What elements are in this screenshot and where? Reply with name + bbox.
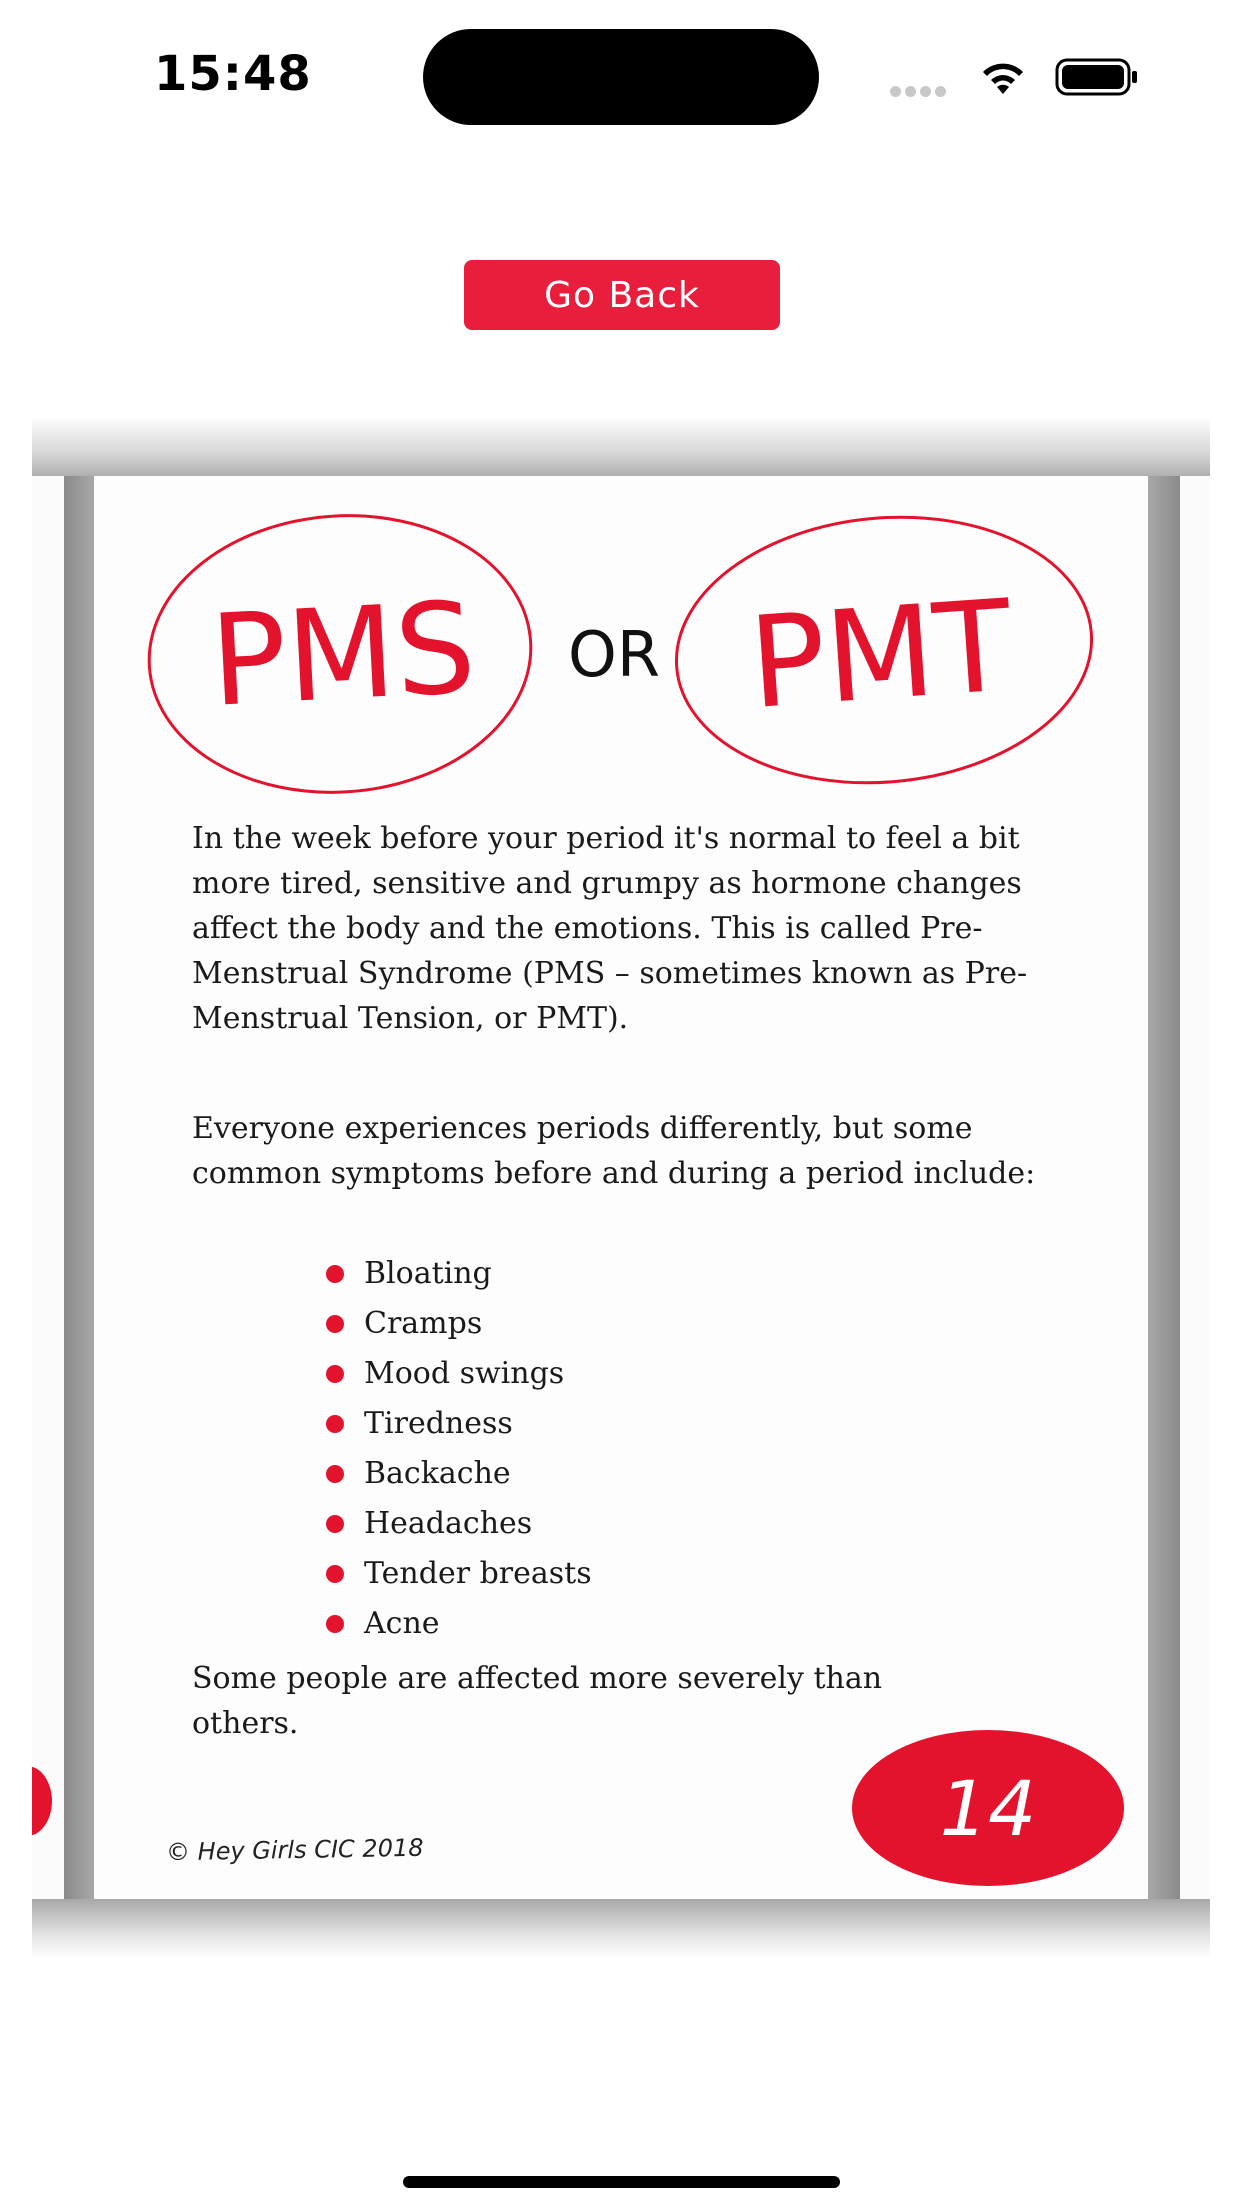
heading-graphic [94, 476, 1148, 806]
home-indicator[interactable] [403, 2176, 840, 2188]
status-time: 15:48 [154, 46, 312, 102]
carousel-shadow-top [32, 416, 1210, 476]
previous-page-peek[interactable] [32, 476, 64, 1899]
closing-paragraph: Some people are affected more severely than others. [192, 1661, 883, 1741]
carousel-shadow-bottom [32, 1899, 1210, 1959]
list-item: Bloating [326, 1249, 592, 1299]
heading-joiner-text: OR [568, 618, 660, 691]
page-carousel[interactable] [32, 416, 1210, 1986]
intro-paragraph: In the week before your period it's normal to feel a bit more tired, sensitive and grumpy as hormone changes affect the body and the emotions. This is called Pre-Menstrual Syndrome (PMS – sometimes known as Pre-Menstrual Tension, or PMT). [192, 821, 1028, 1036]
page-heading [94, 476, 1148, 806]
list-item: Tiredness [326, 1399, 592, 1449]
next-page-peek[interactable] [1180, 476, 1210, 1899]
page-shadow-right [1148, 476, 1180, 1899]
cellular-signal-icon [890, 82, 954, 94]
symptoms-intro-paragraph: Everyone experiences periods differently, but some common symptoms before and during a period include: [192, 1111, 1036, 1191]
list-item: Cramps [326, 1299, 592, 1349]
list-item: Backache [326, 1449, 592, 1499]
heading-left-text: PMS [206, 574, 479, 735]
copyright-text: © Hey Girls CIC 2018 [165, 1833, 424, 1867]
wifi-icon [978, 58, 1028, 98]
go-back-button[interactable]: Go Back [464, 260, 780, 330]
list-item: Tender breasts [326, 1549, 592, 1599]
list-item: Acne [326, 1599, 592, 1649]
list-item: Headaches [326, 1499, 592, 1549]
dynamic-island [423, 29, 819, 125]
status-bar [0, 0, 1242, 150]
page-number-badge: 14 [852, 1730, 1124, 1886]
symptoms-list [326, 1249, 592, 1649]
previous-page-number-badge [32, 1766, 52, 1836]
list-item: Mood swings [326, 1349, 592, 1399]
heading-right-text: PMT [744, 572, 1017, 737]
battery-icon [1055, 58, 1139, 96]
book-page [94, 476, 1148, 1899]
page-shadow-left [64, 476, 94, 1899]
